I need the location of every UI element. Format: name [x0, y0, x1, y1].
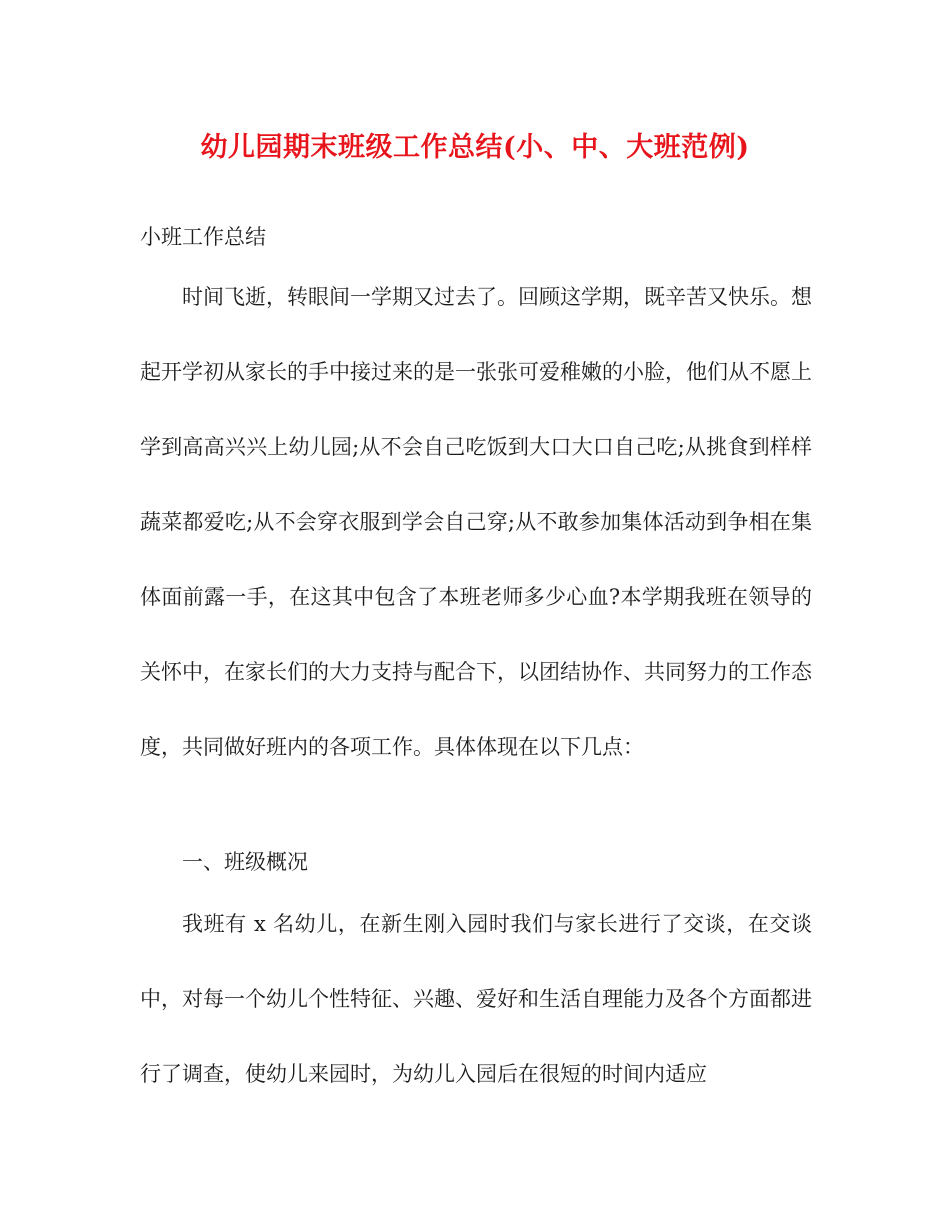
body-paragraph-1: 时间飞逝，转眼间一学期又过去了。回顾这学期，既辛苦又快乐。想起开学初从家长的手中接过来的是一张张可爱稚嫩的小脸，他们从不愿上学到高高兴兴上幼儿园;从不会自己吃饭到大口大口自己吃;从挑食到样样蔬菜都爱吃;从不会穿衣服到学会自己穿;从不敢参加集体活动到争相在集体面前露一手，在这其中包含了本班老师多少心血?本学期我班在领导的关怀中，在家长们的大力支持与配合下，以团结协作、共同努力的工作态度，共同做好班内的各项工作。具体体现在以下几点： — [140, 285, 812, 759]
section-heading: 小班工作总结 — [140, 225, 266, 249]
document-title: 幼儿园期末班级工作总结(小、中、大班范例) — [200, 132, 750, 163]
body-paragraph-2: 我班有 x 名幼儿，在新生刚入园时我们与家长进行了交谈，在交谈中，对每一个幼儿个性特征、兴趣、爱好和生活自理能力及各个方面都进行了调查，使幼儿来园时，为幼儿入园后在很短的时间内适应 — [140, 912, 812, 1086]
subheading-class-overview: 一、班级概况 — [182, 850, 308, 874]
